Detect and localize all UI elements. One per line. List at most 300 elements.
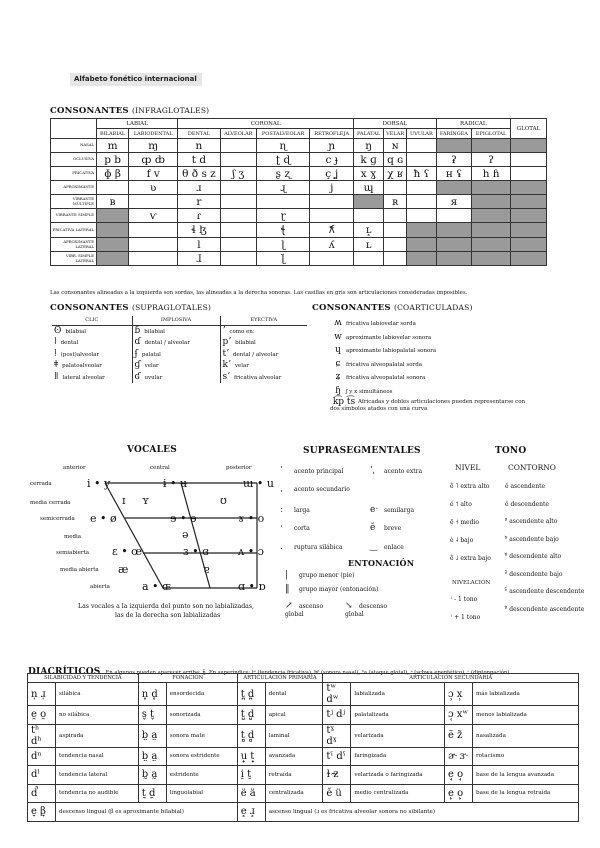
cell-2-0: ɸ β	[97, 167, 129, 181]
cell-2-7: χ ʁ	[383, 167, 406, 181]
diac-symbol-5-4: e̙ o̙	[445, 784, 473, 803]
nivelacion-up: ꜛ + 1 tono	[450, 614, 481, 621]
cell-8-2: ɺ	[178, 252, 221, 266]
cell-4-2: r	[178, 195, 221, 209]
diac-text-2-3: velarizada	[351, 724, 445, 747]
place-10: EPIGLOTAL	[472, 129, 511, 139]
contorno-item-7: ᵉ᷉ descendente ascendente	[505, 605, 585, 613]
nivel-item-3: è ˨ bajo	[450, 537, 474, 544]
row-label-2: FRICATIVA	[51, 167, 97, 181]
coart-symbol: ʑ	[335, 372, 341, 382]
place-1: LABIODENTAL	[129, 129, 178, 139]
diac-symbol-4-2: i̠ t̠	[237, 766, 265, 785]
tono-title: TONO	[495, 446, 527, 456]
supra-text: dental / alveolar	[144, 340, 190, 347]
cell-2-2: θ ð s z	[178, 167, 221, 181]
cell-5-10	[472, 209, 511, 223]
supra-cell-3-0	[52, 360, 132, 372]
diac-text-4-2: retraída	[265, 766, 323, 785]
supra-text: velar	[144, 363, 159, 370]
coart-symbol: ɧ	[335, 385, 341, 396]
cell-4-3	[220, 195, 256, 209]
group-radical: RADICAL	[436, 119, 510, 129]
coart-item-5	[330, 386, 392, 396]
vowel-mid-central-open: ɜ • ɞ	[183, 545, 209, 558]
diac-text-1-0: no silábica	[56, 706, 139, 725]
cell-2-9: ʜ ʢ	[436, 167, 472, 181]
diac-text-1-3: palatalizada	[351, 706, 445, 725]
supraseg-item-1	[280, 484, 350, 494]
supra-text: uvular	[144, 374, 163, 381]
trap-front	[105, 483, 163, 588]
place-0: BILABIAL	[97, 129, 129, 139]
supra-symbol: ɠ	[134, 360, 141, 371]
supraseg-text: breve	[384, 525, 402, 532]
cell-1-1: ȹ ȸ	[129, 153, 178, 167]
cell-6-1	[129, 223, 178, 238]
cell-1-3	[220, 153, 256, 167]
cell-1-10: ʔ	[472, 153, 511, 167]
diac-text-0-2: dental	[265, 683, 323, 706]
supra-symbol: ɓ	[134, 326, 141, 336]
group-glotal: GLOTAL	[511, 119, 547, 139]
cell-3-3	[220, 181, 256, 195]
supraseg-text: ruptura silábica	[294, 544, 343, 551]
diac-symbol-3-3: tˤ dˤ	[323, 747, 351, 766]
cell-0-8	[407, 139, 436, 153]
contorno-heading: CONTORNO	[508, 463, 556, 472]
diac-symbol-1-0: e̯ o̯	[28, 706, 56, 725]
cell-7-4: ɭ	[256, 238, 309, 252]
cell-4-6	[354, 195, 384, 209]
cell-7-9	[436, 238, 472, 252]
cell-2-1: f v	[129, 167, 178, 181]
cell-3-4: ɻ	[256, 181, 309, 195]
glotal-spacer-0	[511, 139, 547, 153]
coart-item-3	[330, 359, 422, 369]
supraseg-text: semilarga	[384, 507, 415, 514]
label-central: central	[150, 465, 170, 471]
diac-text-5-3: medio centralizada	[351, 784, 445, 803]
cell-0-1: ɱ	[129, 139, 178, 153]
cell-8-9	[436, 252, 472, 266]
cell-8-4: ɭ̆	[256, 252, 309, 266]
coart-item-4	[330, 372, 425, 382]
supra-symbol: kʼ	[222, 360, 231, 371]
place-3: ALVEOLAR	[220, 129, 256, 139]
group-coronal: CORONAL	[178, 119, 354, 129]
supra-symbol: ʘ	[54, 326, 62, 336]
supraseg-text: larga	[294, 507, 310, 514]
supra-text: lateral alveolar	[62, 374, 105, 381]
cell-6-9	[436, 223, 472, 238]
diac-text-4-3: velarizada o faringizada	[351, 766, 445, 785]
contorno-item-6: ᵉ᷇ ascendente descendente	[505, 588, 585, 595]
supra-symbol: ʼ	[222, 326, 226, 336]
supra-symbol: ǀ	[54, 337, 57, 348]
diac-text-1-4: menos labializada	[473, 706, 579, 725]
cell-6-8	[407, 223, 436, 238]
contorno-item-1: ê descendente	[505, 500, 549, 508]
cell-3-7	[383, 181, 406, 195]
row-label-5: VIBRANTE SIMPLE	[51, 209, 97, 223]
cell-7-10	[472, 238, 511, 252]
ento-item-2: ‖ grupo mayor (entonación)	[285, 584, 379, 594]
supra-cell-1-1	[132, 337, 220, 349]
cell-4-0: ʙ	[97, 195, 129, 209]
coarticuladas-title: CONSONANTES (COARTICULADAS)	[312, 303, 473, 313]
cell-7-2: l	[178, 238, 221, 252]
diac-symbol-5-1: t̼ d̼	[138, 784, 166, 803]
head-implosiva: IMPLOSIVA	[132, 316, 220, 325]
supraseg-item2-2	[370, 523, 401, 533]
cell-0-5: ɲ	[310, 139, 354, 153]
cell-7-3	[220, 238, 256, 252]
coart-symbol: ɥ	[335, 345, 341, 355]
vowel-open-o: ʌ • ɔ	[238, 545, 264, 558]
cell-1-8	[407, 153, 436, 167]
diac-text-5-4: base de la lengua retraída	[473, 784, 579, 803]
diac-symbol-3-2: u̟ t̟	[237, 747, 265, 766]
place-8: UVULAR	[407, 129, 436, 139]
place-5: RETROFLEJA	[310, 129, 354, 139]
diac-symbol-5-2: ë ä	[237, 784, 265, 803]
cell-4-9: я	[436, 195, 472, 209]
glotal-spacer-2	[511, 167, 547, 181]
diac-symbol-2-1: b̤ a̤	[138, 724, 166, 747]
cell-1-6: k ɡ	[354, 153, 384, 167]
diac-text-4-0: tendencia lateral	[56, 766, 139, 785]
diac-text-5-0: tendencia no audible	[56, 784, 139, 803]
diac-text-3-4: rotacismo	[473, 747, 579, 766]
cell-0-9	[436, 139, 472, 153]
cell-5-5	[310, 209, 354, 223]
cell-7-5: ʎ	[310, 238, 354, 252]
supra-symbol: ǂ	[54, 360, 59, 371]
cell-3-0	[97, 181, 129, 195]
supra-cell-4-1	[132, 371, 220, 383]
cell-1-0: p b	[97, 153, 129, 167]
diac-symbol-0-4: ɔ̹ x̹	[445, 683, 473, 706]
cell-7-0	[97, 238, 129, 252]
supraseg-item2-1	[370, 505, 414, 515]
row-label-6: FRICATIVA LATERAL	[51, 223, 97, 238]
supraseg-text: acento secundario	[294, 486, 350, 493]
supra-text: como en:	[229, 329, 255, 335]
diac-text-1-2: apical	[265, 706, 323, 725]
supra-cell-3-2	[220, 360, 307, 372]
supra-symbol: tʼ	[222, 348, 229, 359]
supra-symbol: ǁ	[54, 371, 59, 382]
diac-symbol-4-4: e̘ o̘	[445, 766, 473, 785]
supra-text: palatoalveolar	[62, 363, 102, 370]
cell-7-6: ʟ	[354, 238, 384, 252]
page-banner: Alfabeto fonético internacional	[70, 73, 202, 86]
cell-4-4	[256, 195, 309, 209]
vowel-small-i: ɪ	[122, 494, 126, 507]
label-media-abierta: media abierta	[60, 567, 99, 573]
place-6: PALATAL	[354, 129, 384, 139]
supraseg-symbol: eˑ	[370, 505, 379, 515]
supraseg-text: enlace	[384, 544, 404, 551]
cell-4-1	[129, 195, 178, 209]
supra-text: dental	[60, 340, 79, 347]
nivelacion-down: ꜜ - 1 tono	[450, 596, 478, 603]
vowel-mid-central-close: ɘ • ɵ	[170, 512, 197, 525]
nivel-heading: NIVEL	[455, 463, 481, 472]
cell-3-10	[472, 181, 511, 195]
diac-text-0-4: más labializada	[473, 683, 579, 706]
place-9: FARÍNGEA	[436, 129, 472, 139]
label-semiabierta: semiabierta	[56, 550, 89, 556]
cell-2-5: ç ʝ	[310, 167, 354, 181]
vowel-i-y: i • y	[87, 477, 111, 490]
cell-6-6: ʟ̝	[354, 223, 384, 238]
vowel-u: ɯ • u	[243, 477, 274, 490]
diac-symbol-2-3: tˠ dˠ	[323, 724, 351, 747]
cell-1-5: c ɟ	[310, 153, 354, 167]
supra-text: bilabial	[235, 340, 256, 347]
label-media-cerrada: media cerrada	[30, 500, 71, 506]
glotal-spacer-8	[511, 252, 547, 266]
diac-symbol-4-1: b̰ a̰	[138, 766, 166, 785]
label-semicerrada: semicerrada	[40, 516, 75, 522]
supraseg-item-0	[280, 466, 343, 476]
supraseg-item2-3	[370, 542, 404, 552]
cell-0-0: m	[97, 139, 129, 153]
cell-6-5: 𝼆	[310, 223, 354, 238]
diac-symbol-0-1: n̥ d̥	[138, 683, 166, 706]
supraseg-symbol: ˌ	[280, 484, 283, 494]
contorno-item-0: ě ascendente	[505, 483, 546, 490]
glotal-spacer-6	[511, 223, 547, 238]
coart-text: Africadas y dobles articulaciones pueden representarse con dos símbolos atados con una curva	[330, 399, 526, 412]
coart-symbol: w	[334, 331, 342, 342]
cell-5-0	[97, 209, 129, 223]
cell-4-7: ʀ	[383, 195, 406, 209]
coart-item-2	[330, 345, 436, 355]
cell-3-2: ɹ	[178, 181, 221, 195]
cell-1-9: ʡ	[436, 153, 472, 167]
diac-last1-sym: e̞ β̞	[28, 803, 56, 822]
label-cerrada: cerrada	[30, 481, 52, 487]
supra-cell-2-0	[52, 348, 132, 360]
vowel-turned-a: ɐ	[203, 563, 210, 576]
diac-symbol-2-0: tʰ dʰ	[28, 724, 56, 747]
nivel-item-4: ȅ ˩ extra bajo	[450, 555, 491, 562]
supra-symbol: pʼ	[222, 337, 232, 348]
supra-cell-0-0	[52, 325, 132, 337]
cell-4-5	[310, 195, 354, 209]
diac-head-primaria: ARTICULACIÓN PRIMARIA	[237, 674, 323, 683]
cell-3-1: ʋ	[129, 181, 178, 195]
diac-head-secundaria: ARTICULACIÓN SECUNDARIA	[323, 674, 579, 683]
cell-0-2: n	[178, 139, 221, 153]
supraglotal-title: CONSONANTES (SUPRAGLOTALES)	[50, 303, 212, 313]
row-label-4: VIBRANTE MÚLTIPLE	[51, 195, 97, 209]
row-label-7: APROXIMANTE LATERAL	[51, 238, 97, 252]
cell-5-6	[354, 209, 384, 223]
vowel-e-o: e • ø	[90, 512, 117, 525]
cell-8-0	[97, 252, 129, 266]
head-clic: CLIC	[52, 316, 132, 325]
descenso-global: ↘ descenso global	[345, 601, 387, 618]
supra-text: palatal	[141, 351, 161, 358]
supraseg-item2-0	[370, 466, 422, 476]
diac-symbol-2-2: t̻ d̻	[237, 724, 265, 747]
vowels-title: VOCALES	[127, 445, 177, 455]
cell-1-4: ʈ ɖ	[256, 153, 309, 167]
diac-symbol-1-3: tʲ dʲ	[323, 706, 351, 725]
diac-text-0-1: ensordecida	[166, 683, 237, 706]
cell-2-4: ʂ ʐ	[256, 167, 309, 181]
supraseg-item-3	[280, 523, 310, 533]
supraseg-symbol: ĕ	[370, 523, 376, 533]
cell-5-8	[407, 209, 436, 223]
row-label-1: OCLUSIVA	[51, 153, 97, 167]
label-media: media	[64, 534, 82, 540]
diac-text-4-4: base de la lengua avanzada	[473, 766, 579, 785]
entonacion-title: ENTONACIÓN	[348, 558, 415, 568]
row-label-0: NASAL	[51, 139, 97, 153]
diac-last1-text: descenso lingual (β es aproximante bilabial)	[56, 803, 238, 822]
coart-text: ʃ y x simultáneos	[346, 388, 393, 395]
diac-symbol-4-0: dˡ	[28, 766, 56, 785]
supra-symbol: sʼ	[222, 371, 230, 382]
coart-symbol: ʍ	[334, 318, 342, 328]
diac-text-5-2: centralizada	[265, 784, 323, 803]
cell-8-7	[383, 252, 406, 266]
cell-8-8	[407, 252, 436, 266]
coart-text: aproximante labiovelar sonora	[346, 334, 432, 341]
coart-text: fricativa alveopalatal sorda	[346, 361, 422, 368]
supra-text: velar	[234, 363, 249, 370]
diac-symbol-0-0: n̩ ɹ̩	[28, 683, 56, 706]
coart-item-1	[330, 332, 431, 342]
supraseg-symbol: ‿	[370, 542, 378, 552]
diac-symbol-4-3: ɫ z̴	[323, 766, 351, 785]
coart-item-6	[330, 399, 530, 412]
diac-text-3-3: faringizada	[351, 747, 445, 766]
supra-cell-1-2	[220, 337, 307, 349]
vowel-small-y: ʏ	[142, 494, 150, 507]
coart-item-0	[330, 318, 416, 328]
cell-2-10: h ɦ	[472, 167, 511, 181]
diac-symbol-1-1: s̬ t̬	[138, 706, 166, 725]
cell-7-1	[129, 238, 178, 252]
cell-1-7: q ɢ	[383, 153, 406, 167]
supra-cell-0-2	[220, 325, 307, 337]
glotal-spacer-3	[511, 181, 547, 195]
ascenso-global: ↗ ascenso global	[285, 601, 324, 618]
coart-text: fricativa labiovelar sorda	[346, 321, 416, 327]
glotal-spacer-5	[511, 209, 547, 223]
supra-symbol: ʛ	[134, 371, 141, 382]
supraseg-symbol: .	[280, 542, 283, 552]
cell-8-10	[472, 252, 511, 266]
nivel-item-2: ē ˧ medio	[450, 519, 479, 526]
diac-text-2-2: laminal	[265, 724, 323, 747]
supra-text: fricativa alveolar	[233, 374, 282, 381]
cell-5-1: ⱱ	[129, 209, 178, 223]
supra-text: bilabial	[144, 329, 165, 335]
contorno-item-4: ᵉ᷈ descendente alto	[505, 553, 562, 560]
coart-text: aproximante labiopalatal sonora	[346, 348, 437, 354]
supraseg-text: acento principal	[294, 468, 344, 475]
cell-0-3	[220, 139, 256, 153]
cell-2-6: x ɣ	[354, 167, 384, 181]
vowel-central-high: ɨ • ʉ	[163, 477, 188, 490]
row-label-8: VIBR. SIMPLE LATERAL	[51, 252, 97, 266]
supra-cell-3-1	[132, 360, 220, 372]
diac-last2-sym: e̝ ɹ̝	[237, 803, 265, 822]
contorno-item-5: ᵉ᷆ descendente bajo	[505, 570, 563, 578]
diac-head-silabicidad: SILABICIDAD Y TENDENCIA	[28, 674, 139, 683]
coart-symbol: ɕ	[335, 358, 341, 369]
diac-text-2-1: sonora mate	[166, 724, 237, 747]
supraseg-item-4	[280, 542, 342, 552]
vowel-ae: æ	[118, 563, 129, 576]
cell-5-2: ɾ	[178, 209, 221, 223]
diac-text-0-0: silábica	[56, 683, 139, 706]
nivelacion-heading: NIVELACIÓN	[452, 580, 491, 586]
label-anterior: anterior	[63, 465, 86, 471]
diacriticos-table	[27, 673, 579, 822]
diacriticos-header: DIACRÍTICOS En algunos pueden aparecer arriba: ŋ̊. En superíndice: tˢ (tendencia fricativa), bᵝ (sonora nasal), ʰa (ataque glotal), ᵊ (schwa epentético), ᵒ (diptongación)	[28, 667, 510, 677]
cell-0-10	[472, 139, 511, 153]
supra-text: bilabial	[65, 329, 87, 335]
cell-5-4: ɽ	[256, 209, 309, 223]
place-7: VELAR	[383, 129, 406, 139]
cell-1-2: t d	[178, 153, 221, 167]
diac-text-3-1: sonora estridente	[166, 747, 237, 766]
diac-symbol-3-1: b̤ a̤	[138, 747, 166, 766]
supra-symbol: ǃ	[54, 348, 57, 359]
contorno-item-3: ᵉ᷅ ascendente bajo	[505, 535, 559, 543]
row-label-3: APROXIMANTE	[51, 181, 97, 195]
cell-5-3	[220, 209, 256, 223]
diac-head-fonacion: FONACIÓN	[138, 674, 237, 683]
diac-symbol-3-4: ɚ ɝ	[445, 747, 473, 766]
glotal-spacer-1	[511, 153, 547, 167]
diac-text-5-1: linguolabial	[166, 784, 237, 803]
diac-symbol-0-3: tʷ dʷ	[323, 683, 351, 706]
supra-text: dental / alveolar	[232, 351, 279, 358]
cell-8-6	[354, 252, 384, 266]
diac-symbol-1-2: t̺ d̺	[237, 706, 265, 725]
cell-3-9	[436, 181, 472, 195]
cell-6-4: ꞎ	[256, 223, 309, 238]
supra-cell-4-2	[220, 371, 307, 383]
cell-8-5	[310, 252, 354, 266]
supraseg-symbol: ˑ	[280, 523, 284, 533]
coart-text: fricativa alveopalatal sonora	[346, 375, 426, 381]
supra-symbol: ʄ	[134, 348, 138, 359]
vowel-note-2: las de la derecha son labializadas	[115, 612, 221, 619]
cell-2-8: ħ ʕ	[407, 167, 436, 181]
vowel-epsilon: ɛ • œ	[112, 545, 143, 558]
head-eyectiva: EYECTIVA	[220, 316, 307, 325]
cell-8-1	[129, 252, 178, 266]
consonant-table	[50, 118, 547, 266]
label-posterior: posterior	[226, 465, 252, 471]
diac-text-3-2: avanzada	[265, 747, 323, 766]
supra-cell-0-1	[132, 325, 220, 337]
vowel-upsilon: ʊ	[220, 494, 227, 507]
diac-text-4-1: estridente	[166, 766, 237, 785]
cell-6-10	[472, 223, 511, 238]
cell-6-0	[97, 223, 129, 238]
